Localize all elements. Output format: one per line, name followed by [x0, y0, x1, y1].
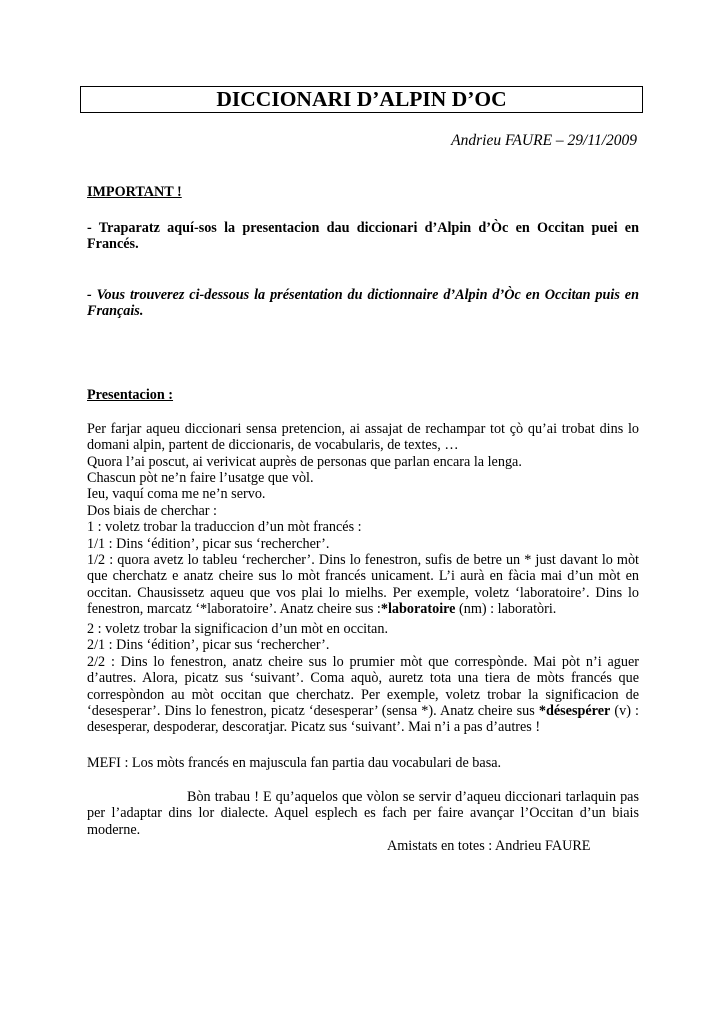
text-line-poscut: Quora l’ai poscut, ai verivicat auprès de personas que parlan encara la lenga. — [87, 454, 522, 470]
presentacion-heading: Presentacion : — [87, 387, 174, 403]
important-occitan-note: - Traparatz aquí-sos la presentacion dau diccionari d’Alpin d’Òc en Occitan puei en Francés. — [87, 220, 639, 253]
step-1-2-text: 1/2 : quora avetz lo tableu ‘rechercher’. Dins lo fenestron, sufis de betre un * just davant lo mòt que cherchatz e anatz cheire sus lo mòt francés unicament. L’i aurà en fàcia mai d’un mòt en occitan. Chausissetz aqueu que vos plai lo mielhs. Per exemple, voletz ‘laboratoire’. Dins lo fenestron, marcatz ‘*laboratoire’. Anatz cheire sus : — [87, 552, 639, 617]
step-2-1: 2/1 : Dins ‘édition’, picar sus ‘rechercher’. — [87, 637, 330, 653]
step-1-2-text-end: (nm) : laboratòri. — [455, 600, 557, 617]
closing-paragraph: Bòn trabau ! E qu’aquelos que vòlon se servir d’aqueu diccionari tarlaquin pas per l’adaptar dins lor dialecte. Aquel esplech es fach per faire avançar l’Occitan d’un biais moderne. — [87, 789, 639, 838]
step-1-2 — [87, 552, 639, 617]
step-1-2-bold-term: *laboratoire — [380, 600, 456, 617]
step-1: 1 : voletz trobar la traduccion d’un mòt francés : — [87, 519, 362, 535]
document-title: DICCIONARI D’ALPIN D’OC — [80, 86, 643, 113]
mefi-note: MEFI : Los mòts francés en majuscula fan partia dau vocabulari de basa. — [87, 755, 502, 771]
intro-paragraph: Per farjar aqueu diccionari sensa pretencion, ai assajat de rechampar tot çò qu’ai trobat dins lo domani alpin, partent de diccionaris, de vocabularis, de textes, … — [87, 421, 639, 454]
signature-line: Amistats en totes : Andrieu FAURE — [387, 838, 591, 854]
author-date-line: Andrieu FAURE – 29/11/2009 — [451, 132, 637, 149]
step-1-1: 1/1 : Dins ‘édition’, picar sus ‘rechercher’. — [87, 536, 330, 552]
text-line-chascun: Chascun pòt ne’n faire l’usatge que vòl. — [87, 470, 314, 486]
text-line-dos-biais: Dos biais de cherchar : — [87, 503, 218, 519]
step-2-2 — [87, 654, 639, 735]
step-2-2-text: 2/2 : Dins lo fenestron, anatz cheire sus lo prumier mòt que correspònde. Mai pòt n’i aguer d’autres. Alora, picatz sus ‘suivant’. Coma aquò, auretz tota una tiera de mòts francés que correspòndon au mòt occitan que cherchatz. Per exemple, voletz trobar la significacion de ‘desesperar’. Dins lo fenestron, picatz ‘desesperar’ (sensa *). Anatz cheire sus — [87, 654, 639, 719]
text-line-ieu: Ieu, vaquí coma me ne’n servo. — [87, 486, 266, 502]
important-heading: IMPORTANT ! — [87, 184, 182, 200]
step-2-2-bold-term: *désespérer — [538, 702, 611, 719]
important-french-note: - Vous trouverez ci-dessous la présentation du dictionnaire d’Alpin d’Òc en Occitan puis en Français. — [87, 287, 639, 320]
step-2: 2 : voletz trobar la significacion d’un mòt en occitan. — [87, 621, 388, 637]
step-2-2-text-end: (v) : desesperar, despoderar, descoratjar. Picatz sus ‘suivant’. Mai n’i a pas d’autres ! — [87, 702, 639, 736]
